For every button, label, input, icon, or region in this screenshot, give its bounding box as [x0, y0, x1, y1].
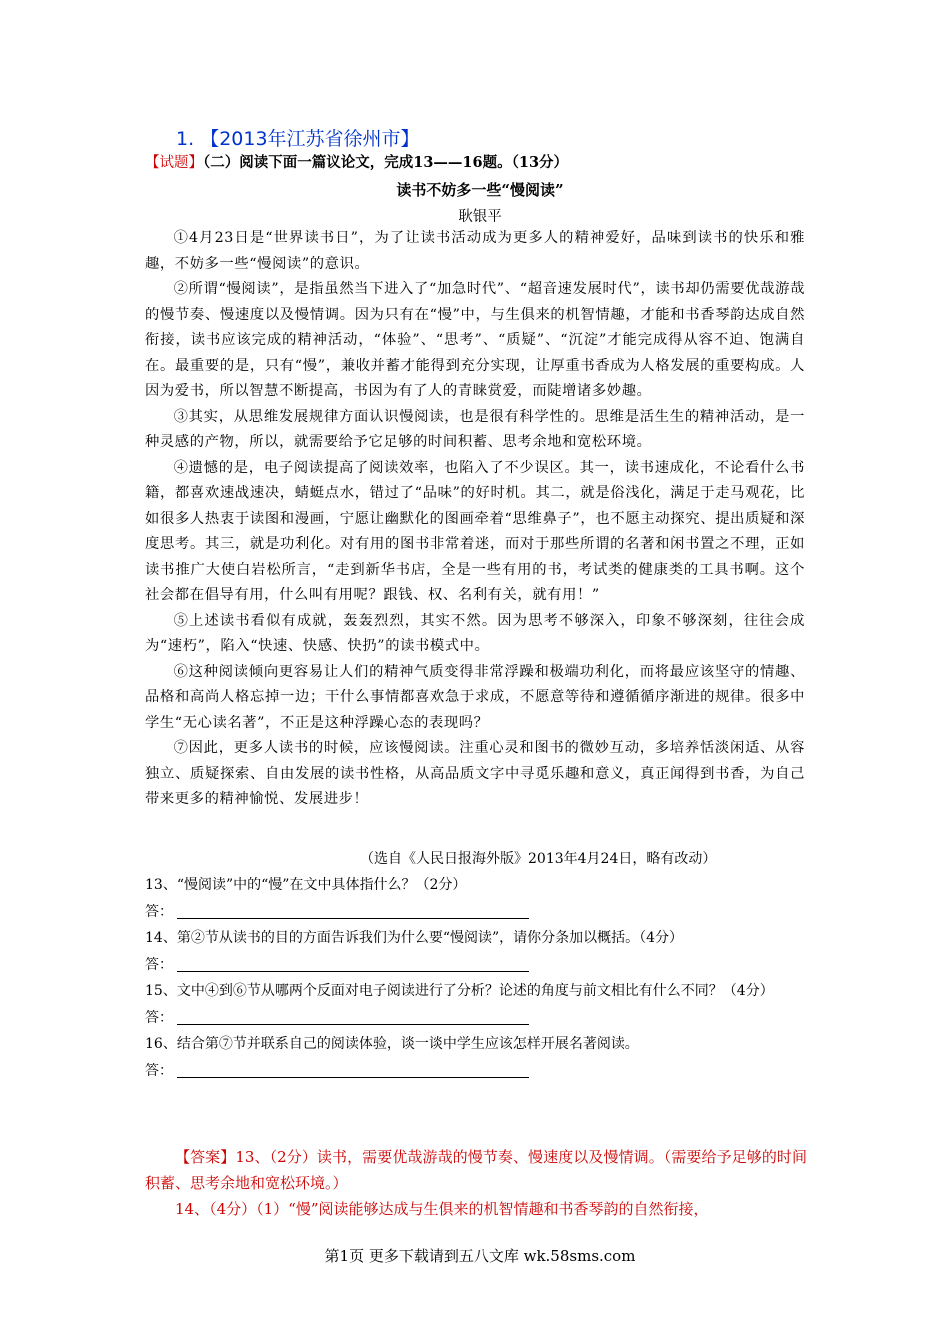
heading-number: 1.	[176, 128, 195, 150]
answer-blank	[177, 953, 529, 972]
paragraph-7: ⑦因此，更多人读书的时候，应该慢阅读。注重心灵和图书的微妙互动，多培养恬淡闲适、从容独立、质疑探索、自由发展的读书性格，从高品质文字中寻觅乐趣和意义，真正闻得到书香，为自己带来更多的精神愉悦、发展进步！	[145, 740, 805, 807]
question-16: 16、结合第⑦节并联系自己的阅读体验，谈一谈中学生应该怎样开展名著阅读。	[145, 1036, 639, 1052]
article-author: 耿银平	[458, 209, 502, 225]
question-tag: 【试题】	[145, 155, 203, 171]
answer-13: 【答案】13、（2分）读书，需要优哉游哉的慢节奏、慢速度以及慢情调。（需要给予足够的时间积蓄、思考余地和宽松环境。）	[145, 1148, 807, 1192]
answer-14: 14、（4分）（1）“慢”阅读能够达成与生俱来的机智情趣和书香琴韵的自然衔接，	[175, 1200, 709, 1218]
paragraph-3: ③其实，从思维发展规律方面认识慢阅读，也是很有科学性的。思维是活生生的精神活动，是一种灵感的产物，所以，就需要给予它足够的时间积蓄、思考余地和宽松环境。	[145, 408, 805, 450]
instruction-text: （二）阅读下面一篇议论文，完成13——16题。（13分）	[203, 154, 569, 171]
answer-label: 答：	[145, 1009, 173, 1026]
question-instruction	[145, 151, 568, 172]
answer-key	[145, 1144, 807, 1222]
question-13: 13、“慢阅读”中的“慢”在文中具体指什么？（2分）	[145, 877, 467, 893]
answer-line-16	[145, 1058, 805, 1085]
answer-label: 答：	[145, 1062, 173, 1079]
answer-line-13	[145, 899, 805, 926]
question-15: 15、文中④到⑥节从哪两个反面对电子阅读进行了分析？论述的角度与前文相比有什么不同？（4分）	[145, 983, 774, 999]
paragraph-4: ④遗憾的是，电子阅读提高了阅读效率，也陷入了不少误区。其一，读书速成化，不论看什么书籍，都喜欢速战速决，蜻蜓点水，错过了“品味”的好时机。其二，就是俗浅化，满足于走马观花，比如很多人热衷于读图和漫画，宁愿让幽默化的图画牵着“思维鼻子”，也不愿主动探究、提出质疑和深度思考。其三，就是功利化。对有用的图书非常着迷，而对于那些所谓的名著和闲书置之不理，正如读书推广大使白岩松所言，“走到新华书店，全是一些有用的书，考试类的健康类的工具书啊。这个社会都在倡导有用，什么叫有用呢？跟钱、权、名利有关，就有用！”	[145, 459, 805, 603]
paragraph-1: ①4月23日是“世界读书日”，为了让读书活动成为更多人的精神爱好，品味到读书的快乐和雅趣，不妨多一些“慢阅读”的意识。	[145, 230, 805, 272]
article-title: 读书不妨多一些“慢阅读”	[396, 181, 564, 199]
paragraph-2: ②所谓“慢阅读”，是指虽然当下进入了“加急时代”、“超音速发展时代”，读书却仍需要优哉游哉的慢节奏、慢速度以及慢情调。因为只有在“慢”中，与生俱来的机智情趣，才能和书香琴韵达成自然衔接，读书应该完成的精神活动，“体验”、“思考”、“质疑”、“沉淀”才能完成得从容不迫、饱满自在。最重要的是，只有“慢”，兼收并蓄才能得到充分实现，让厚重书香成为人格发展的重要构成。人因为爱书，所以智慧不断提高，书因为有了人的青睐赏爱，而陡增诸多妙趣。	[145, 281, 805, 399]
paragraph-5: ⑤上述读书看似有成就，轰轰烈烈，其实不然。因为思考不够深入，印象不够深刻，往往会成为“速朽”，陷入“快速、快感、快扔”的读书模式中。	[145, 612, 805, 654]
answer-label: 答：	[145, 903, 173, 920]
question-14: 14、第②节从读书的目的方面告诉我们为什么要“慢阅读”，请你分条加以概括。（4分）	[145, 930, 684, 946]
paragraph-6: ⑥这种阅读倾向更容易让人们的精神气质变得非常浮躁和极端功利化，而将最应该坚守的情趣、品格和高尚人格忘掉一边；干什么事情都喜欢急于求成，不愿意等待和遵循循序渐进的规律。很多中学生“无心读名著”，不正是这种浮躁心态的表现吗？	[145, 663, 805, 731]
page-footer: 第1页 更多下载请到五八文库 wk.58sms.com	[324, 1247, 636, 1265]
answer-line-15	[145, 1005, 805, 1032]
article-source: （选自《人民日报海外版》2013年4月24日，略有改动）	[360, 851, 717, 867]
heading-text: 【2013年江苏省徐州市】	[200, 128, 420, 150]
answer-blank	[177, 900, 529, 919]
question-heading	[176, 124, 420, 151]
answer-line-14	[145, 952, 805, 979]
answer-blank	[177, 1006, 529, 1025]
article-body	[145, 226, 805, 813]
answer-label: 答：	[145, 956, 173, 973]
answer-blank	[177, 1059, 529, 1078]
question-list	[145, 872, 805, 1084]
